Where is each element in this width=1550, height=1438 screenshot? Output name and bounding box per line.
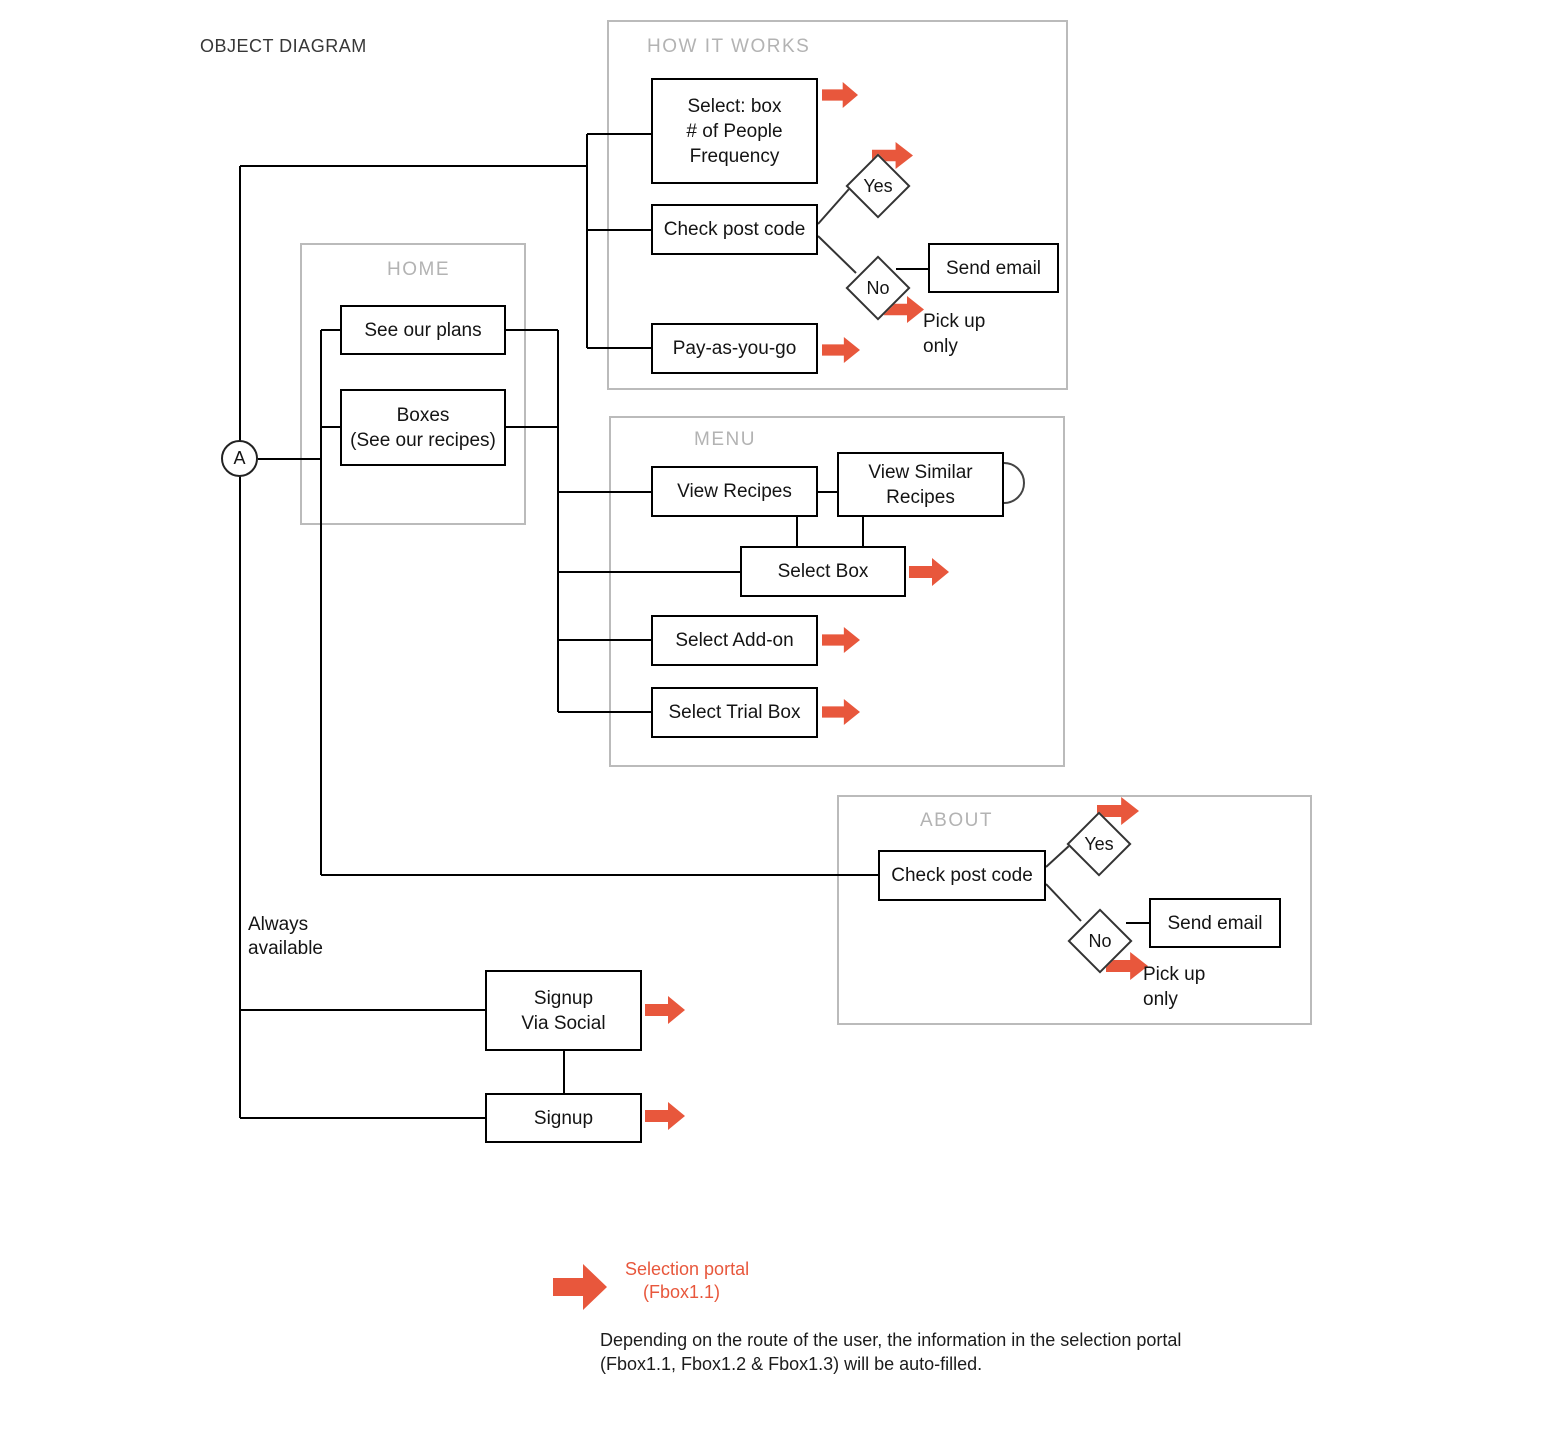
decision-no-hiw: No (845, 255, 910, 320)
node-signup-via-social: Signup Via Social (485, 970, 642, 1051)
label-pick-up-only-hiw: Pick up only (923, 311, 986, 357)
node-see-our-plans: See our plans (340, 305, 506, 355)
selection-portal-arrow-icon (909, 558, 949, 586)
how-it-works-label: HOW IT WORKS (647, 36, 811, 57)
decision-yes-hiw: Yes (845, 153, 910, 218)
menu-label: MENU (694, 429, 756, 450)
legend-selection-portal-arrow-icon (553, 1264, 607, 1310)
node-check-post-code-about: Check post code (878, 850, 1046, 901)
legend-label: Selection portal (Fbox1.1) (625, 1259, 750, 1302)
node-send-email-about: Send email (1149, 898, 1281, 948)
connector-a: A (221, 440, 258, 477)
home-label: HOME (387, 259, 450, 280)
note-text: Depending on the route of the user, the information in the selection portal (Fbox1.1, Fbox1.2 & Fbox1.3) will be auto-filled. (600, 1330, 1182, 1374)
node-select-trial-box: Select Trial Box (651, 687, 818, 738)
node-select-add-on: Select Add-on (651, 615, 818, 666)
edge-check-no-hiw (818, 236, 856, 273)
edge-similar-self-loop (1004, 463, 1024, 503)
selection-portal-arrow-icon (822, 699, 860, 725)
label-pick-up-only-about: Pick up only (1143, 964, 1206, 1010)
node-pay-as-you-go: Pay-as-you-go (651, 323, 818, 374)
node-select-box: Select Box (740, 546, 906, 597)
label-always-available: Always available (248, 914, 323, 959)
decision-yes-about: Yes (1066, 811, 1131, 876)
selection-portal-arrow-icon (822, 82, 858, 108)
selection-portal-arrow-icon (645, 1102, 685, 1130)
edge-check-yes-hiw (818, 189, 849, 224)
node-send-email-hiw: Send email (928, 243, 1059, 293)
node-boxes: Boxes (See our recipes) (340, 389, 506, 466)
node-view-recipes: View Recipes (651, 466, 818, 517)
node-signup: Signup (485, 1093, 642, 1143)
selection-portal-arrow-icon (822, 627, 860, 653)
node-check-post-code-hiw: Check post code (651, 204, 818, 255)
selection-portal-arrow-icon (645, 996, 685, 1024)
decision-no-about: No (1067, 908, 1132, 973)
node-view-similar-recipes: View Similar Recipes (837, 452, 1004, 517)
edge-check-yes-about (1046, 845, 1070, 867)
page-title: OBJECT DIAGRAM (200, 36, 367, 56)
node-select-options: Select: box # of People Frequency (651, 78, 818, 184)
selection-portal-arrow-icon (822, 337, 860, 363)
edge-check-no-about (1046, 884, 1081, 921)
about-label: ABOUT (920, 810, 993, 831)
